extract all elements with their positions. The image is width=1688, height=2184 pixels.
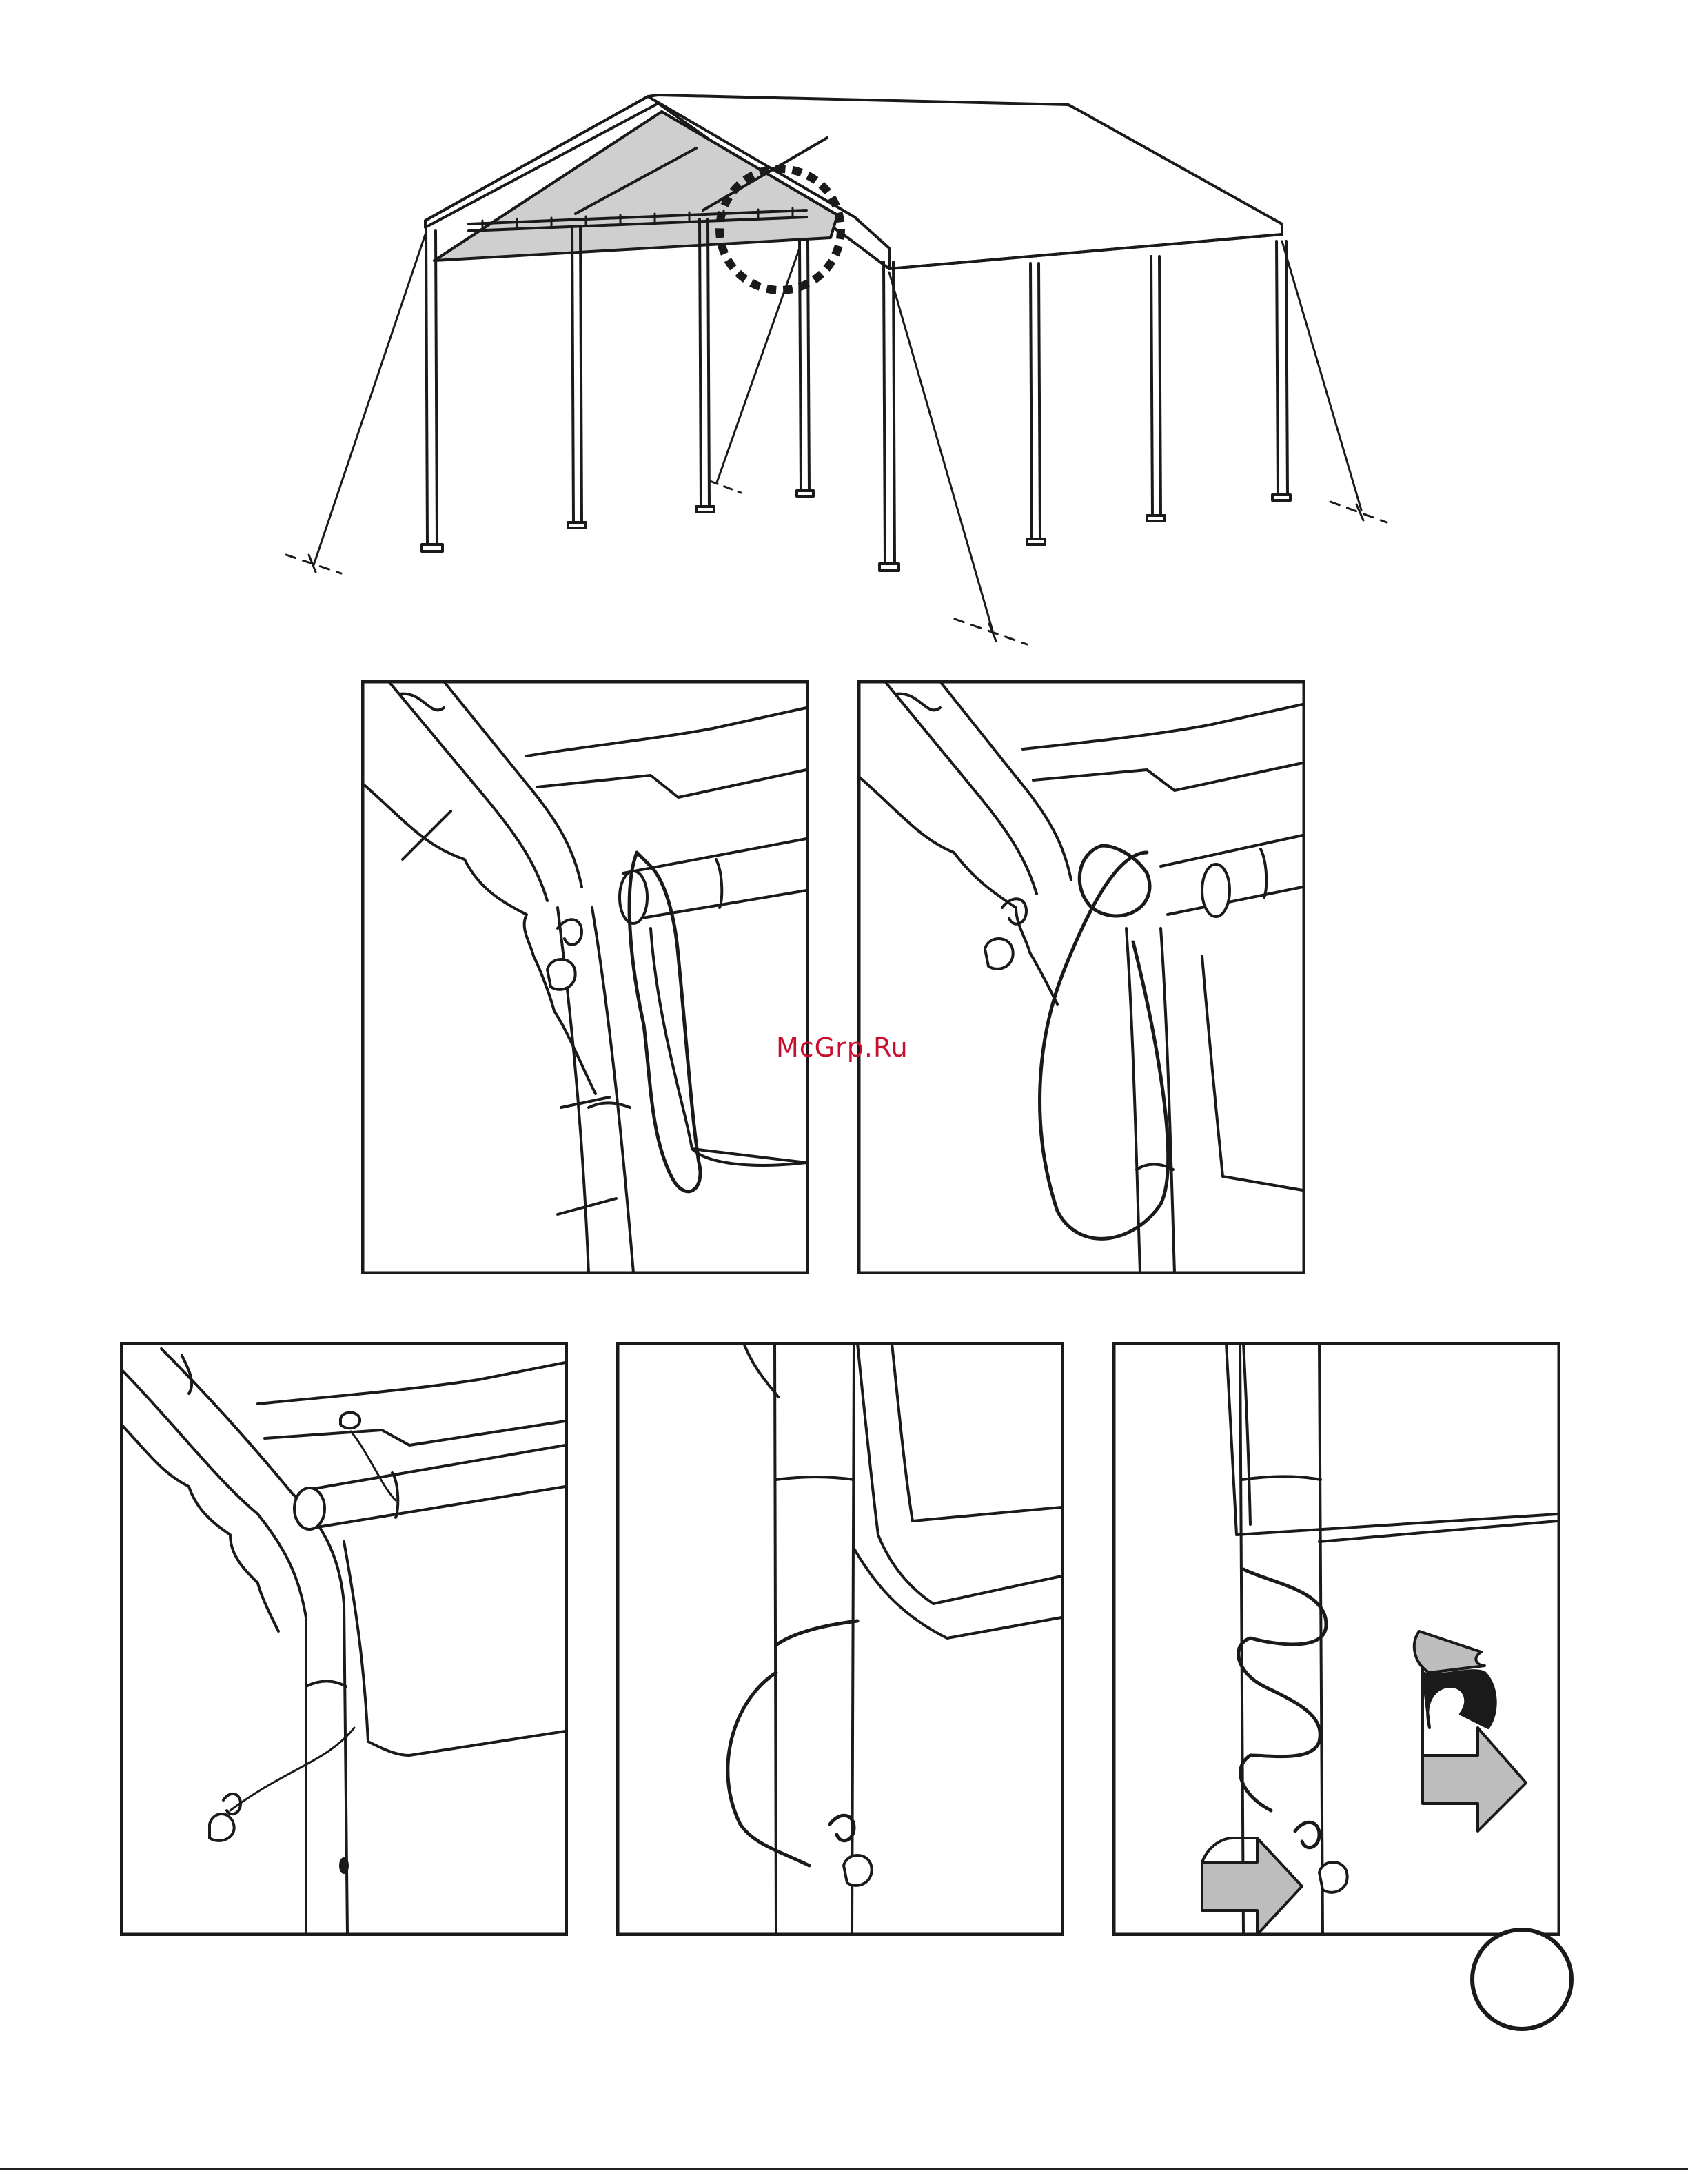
watermark-text: McGrp.Ru [776, 1032, 908, 1063]
step-panel-2 [857, 680, 1305, 1274]
step-panel-1 [361, 680, 809, 1274]
step-panel-4 [616, 1342, 1064, 1936]
step-panel-5 [1112, 1342, 1560, 1936]
canopy-overview-illustration [262, 83, 1434, 662]
footer-rule [0, 2168, 1688, 2170]
step-number-circle-icon [1467, 1924, 1577, 2034]
step-panel-3 [120, 1342, 568, 1936]
